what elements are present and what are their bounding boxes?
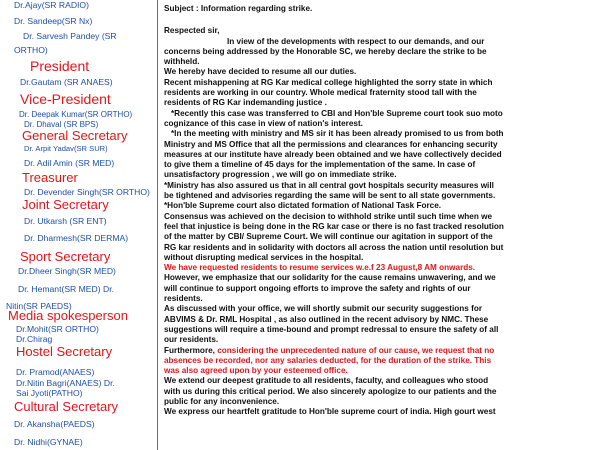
office-bearers-sidebar <box>0 0 155 450</box>
member-name: Dr. Deepak Kumar(SR ORTHO) <box>19 110 133 119</box>
member-name: Dr. Sandeep(SR Nx) <box>14 16 93 26</box>
member-name: Dr. Utkarsh (SR ENT) <box>24 216 107 226</box>
letter-line-text: We hereby have decided to resume all our duties. <box>164 67 357 77</box>
letter-line <box>164 129 609 139</box>
role-heading-media-spokesperson: Media spokesperson <box>8 308 128 323</box>
letter-line-text: ABVIMS & Dr. RML Hospital , as also outlined in the recent advisory by NMC. These <box>164 314 489 324</box>
letter-paragraphs <box>164 37 609 418</box>
letter-line-text: was also agreed upon by your esteemed office. <box>164 366 348 376</box>
letter-line <box>164 67 609 77</box>
letter-line-text: with us during this critical period. We also sincerely apologize to our patients and the <box>164 386 497 396</box>
letter-line-text: unsatisfactory progression , we will go on immediate strike. <box>164 170 397 180</box>
letter-line-text: *Hon'ble Supreme court also dictated formation of National Task Force. <box>164 201 442 211</box>
letter-line-text: In view of the developments with respect to our demands, and our <box>227 36 485 46</box>
letter-line <box>164 170 609 180</box>
letter-line-text: *In the meeting with ministry and MS sir it has been already promised to us from both <box>171 129 504 139</box>
member-name: Dr. Devender Singh(SR ORTHO) <box>24 187 150 197</box>
letter-line-text: withheld. <box>164 57 200 67</box>
letter-line <box>164 325 609 335</box>
letter-line-text: absences be recorded, nor any salaries deducted, for the duration of the strike. This <box>164 355 492 365</box>
letter-line <box>164 397 609 407</box>
letter-line-text: Ministry and MS Office that all the permissions and clearances for enhancing security <box>164 139 498 149</box>
role-heading-sport-secretary: Sport Secretary <box>20 249 111 264</box>
letter-line-text: will continue to support ongoing efforts to improve the safety and rights of our <box>164 283 471 293</box>
letter-line-text: *Ministry has also assured us that in all central govt hospitals security measures will <box>164 180 494 190</box>
letter-line-text: cognizance of this case in view of nation's interest. <box>164 118 363 128</box>
letter-line-text: of the matter by CBI/ Supreme Court. We will continue our agitation in support of the <box>164 232 493 242</box>
letter-line-text: As discussed with your office, we will shortly submit our security suggestions for <box>164 304 483 314</box>
role-heading-joint-secretary: Joint Secretary <box>22 197 109 212</box>
letter-line-text: RG kar residents and in solidarity with doctors all across the nation until resolution but <box>164 242 504 252</box>
letter-line-text: We express our heartfelt gratitude to Hon'ble supreme court of india. High gourt west <box>164 407 496 417</box>
letter-line <box>164 346 609 356</box>
letter-line <box>164 407 609 417</box>
letter-line-text: measures at our institute have already been obtained and we have collectively decided <box>164 149 502 159</box>
letter-line-text: We extend our deepest gratitude to all residents, faculty, and colleagues who stood <box>164 376 489 386</box>
letter-line <box>164 243 609 253</box>
letter-line-text: be tightened and advisories regarding the same will be sent to all state governments. <box>164 191 496 201</box>
role-heading-treasurer: Treasurer <box>22 170 78 185</box>
letter-line <box>164 150 609 160</box>
letter-line-text: Consensus was achieved on the decision to withhold strike until such time when we <box>164 211 493 221</box>
letter-line-text: We have requested residents to resume services w.e.f 23 August,8 AM onwards. <box>164 263 476 273</box>
letter-line <box>164 191 609 201</box>
letter-line-text: to give them a timeline of 45 days for the implementation of the same. In case of <box>164 160 476 170</box>
letter-line <box>164 201 609 211</box>
role-heading-hostel-secretary: Hostel Secretary <box>16 344 113 359</box>
member-name: Dr. Adil Amin (SR MED) <box>24 158 115 168</box>
letter-line-text: residents are working in our country. Whole medical fraternity stood tall with the <box>164 88 477 98</box>
letter-line <box>164 57 609 67</box>
letter-line <box>164 37 609 47</box>
member-name: Sai Jyoti(PATHO) <box>16 388 83 398</box>
letter-line <box>164 335 609 345</box>
letter-line-text: our residents. <box>164 335 219 345</box>
letter-line <box>164 263 609 273</box>
letter-line <box>164 387 609 397</box>
letter-line <box>164 98 609 108</box>
letter-line <box>164 284 609 294</box>
member-name: Dr. Dharmesh(SR DERMA) <box>24 233 129 243</box>
column-divider <box>157 0 158 450</box>
letter-line <box>164 212 609 222</box>
letter-line <box>164 232 609 242</box>
member-name: Dr.Chirag <box>16 334 53 344</box>
letter-line-text: suggestions will require a time-bound and prompt redressal to ensure the safety of all <box>164 324 499 334</box>
letter-line <box>164 78 609 88</box>
letter-salutation: Respected sir, <box>164 26 220 36</box>
letter-line-text: feel that injustice is being done in the RG kar case or there is no fast tracked resolution <box>164 221 504 231</box>
letter-line-text: concerns being addressed by the Honorable SC, we hereby declare the strike to be <box>164 46 487 56</box>
letter-line-text: Recent mishappening at RG Kar medical college highlighted the sorry state in which <box>164 77 493 87</box>
member-name: ORTHO) <box>14 45 48 55</box>
role-heading-president: President <box>30 58 90 74</box>
role-heading-general-secretary: General Secretary <box>22 128 128 143</box>
member-name: Dr. Nidhi(GYNAE) <box>14 437 83 447</box>
letter-subject: Subject : Information regarding strike. <box>164 4 313 13</box>
member-name: Nitin(SR PAEDS) <box>6 301 72 311</box>
letter-line-text: Furthermore, <box>164 345 218 355</box>
member-name: Dr.Gautam (SR ANAES) <box>20 77 113 87</box>
letter-line-text: However, we emphasize that our solidarity for the cause remains unwavering, and we <box>164 273 496 283</box>
letter-line-highlight: considering the unprecedented nature of our cause, we request that no <box>217 345 495 355</box>
member-name: Dr.Mohit(SR ORTHO) <box>16 324 99 334</box>
letter-line <box>164 315 609 325</box>
letter-line <box>164 160 609 170</box>
letter-line-text: public for any inconvenience. <box>164 396 280 406</box>
member-name: Dr.Ajay(SR RADIO) <box>14 0 89 10</box>
letter-line <box>164 109 609 119</box>
letter-line-text: *Recently this case was transferred to CBI and Hon'ble Supreme court took suo moto <box>171 108 503 118</box>
letter-body <box>164 0 609 450</box>
letter-line <box>164 140 609 150</box>
member-name: Dr. Sarvesh Pandey (SR <box>23 31 117 41</box>
letter-line-text: residents. <box>164 294 203 304</box>
member-name: Dr.Nitin Bagri(ANAES) Dr. <box>16 378 115 388</box>
member-name: Dr. Akansha(PAEDS) <box>14 419 95 429</box>
letter-line <box>164 304 609 314</box>
letter-line <box>164 294 609 304</box>
letter-line <box>164 356 609 366</box>
letter-line <box>164 88 609 98</box>
letter-line <box>164 366 609 376</box>
member-name: Dr. Pramod(ANAES) <box>16 367 95 377</box>
role-heading-cultural-secretary: Cultural Secretary <box>14 399 119 414</box>
letter-line <box>164 222 609 232</box>
letter-line <box>164 181 609 191</box>
member-name: Dr. Arpit Yadav(SR SUR) <box>24 144 108 153</box>
letter-line-text: without disrupting medical services in the hospital. <box>164 252 364 262</box>
member-name: Dr. Dhaval (SR BPS) <box>24 120 99 129</box>
member-name: Dr.Dheer Singh(SR MED) <box>18 266 116 276</box>
letter-line <box>164 253 609 263</box>
letter-line-text: residents of RG Kar indemanding justice . <box>164 98 327 108</box>
letter-line <box>164 47 609 57</box>
role-heading-vice-president: Vice-President <box>20 91 111 107</box>
letter-line <box>164 273 609 283</box>
letter-line <box>164 376 609 386</box>
member-name: Dr. Hemant(SR MED) Dr. <box>18 284 114 294</box>
letter-line <box>164 119 609 129</box>
